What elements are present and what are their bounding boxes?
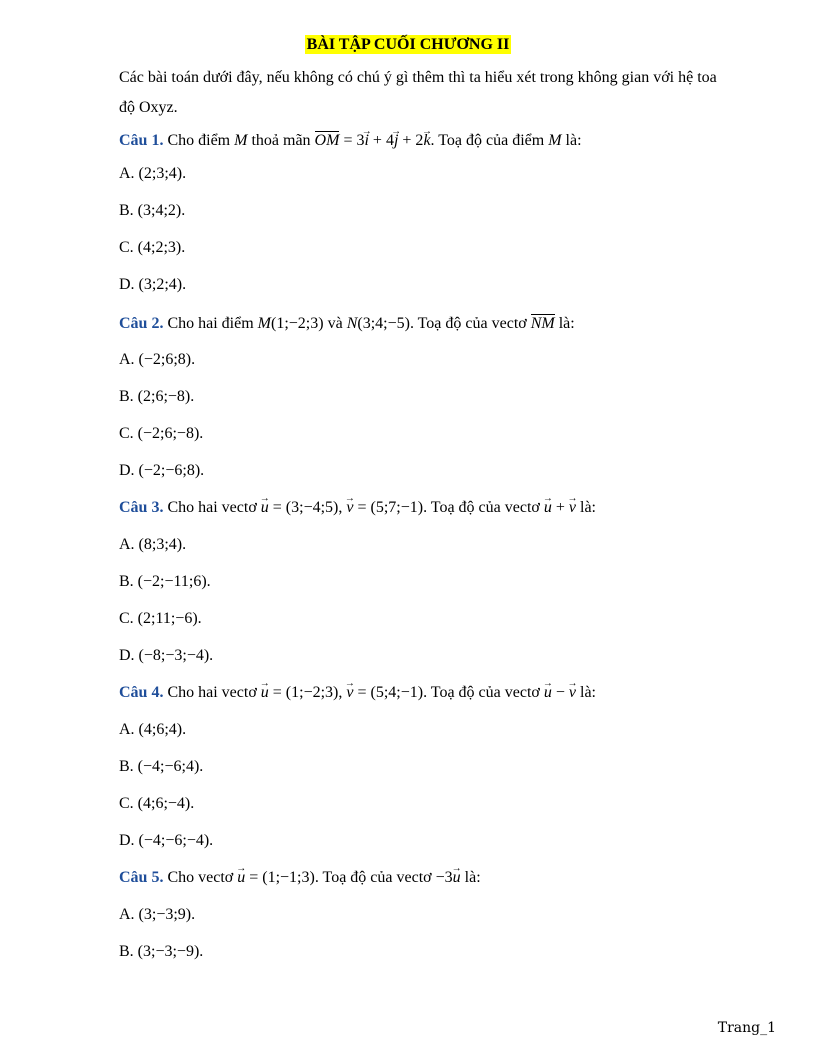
question-5-option-a: A. (3;−3;9). xyxy=(119,906,196,923)
question-5-label: Câu 5. xyxy=(119,869,164,886)
question-3-label: Câu 3. xyxy=(119,499,164,516)
question-3: Câu 3. Cho hai vectơ → u = (3;−4;5), → v = (5;7;−1). Toạ độ của vectơ → u + → v là: xyxy=(119,498,596,518)
question-4-option-a: A. (4;6;4). xyxy=(119,721,187,738)
intro-line-1: Các bài toán dưới đây, nếu không có chú ý gì thêm thì ta hiểu xét trong không gian với hệ toa xyxy=(119,69,717,86)
question-2-option-c: C. (−2;6;−8). xyxy=(119,425,204,442)
question-2-label: Câu 2. xyxy=(119,315,164,332)
question-4: Câu 4. Cho hai vectơ → u = (1;−2;3), → v = (5;4;−1). Toạ độ của vectơ → u − → v là: xyxy=(119,683,596,703)
question-4-option-c: C. (4;6;−4). xyxy=(119,795,195,812)
question-3-option-b: B. (−2;−11;6). xyxy=(119,573,211,590)
question-3-option-a: A. (8;3;4). xyxy=(119,536,187,553)
question-5-option-b: B. (3;−3;−9). xyxy=(119,943,204,960)
question-1-option-c: C. (4;2;3). xyxy=(119,239,186,256)
question-3-option-c: C. (2;11;−6). xyxy=(119,610,202,627)
question-3-option-d: D. (−8;−3;−4). xyxy=(119,647,214,664)
question-4-option-d: D. (−4;−6;−4). xyxy=(119,832,214,849)
page-title: BÀI TẬP CUỐI CHƯƠNG II xyxy=(306,36,510,53)
page-number: Trang_1 xyxy=(717,1020,776,1036)
question-2-option-a: A. (−2;6;8). xyxy=(119,351,196,368)
question-2-option-d: D. (−2;−6;8). xyxy=(119,462,205,479)
intro-line-2: độ Oxyz. xyxy=(119,99,178,116)
question-2: Câu 2. Cho hai điểm M(1;−2;3) và N(3;4;−5). Toạ độ của vectơ NM là: xyxy=(119,315,575,332)
question-4-option-b: B. (−4;−6;4). xyxy=(119,758,204,775)
question-2-option-b: B. (2;6;−8). xyxy=(119,388,195,405)
question-1-label: Câu 1. xyxy=(119,132,164,149)
question-5: Câu 5. Cho vectơ → u = (1;−1;3). Toạ độ của vectơ −3→ u là: xyxy=(119,868,481,888)
question-1-option-a: A. (2;3;4). xyxy=(119,165,187,182)
question-1-option-d: D. (3;2;4). xyxy=(119,276,187,293)
question-1: Câu 1. Cho điểm M thoả mãn OM = 3→ i + 4→ j + 2→ k. Toạ độ của điểm M là: xyxy=(119,131,582,151)
question-1-option-b: B. (3;4;2). xyxy=(119,202,186,219)
question-4-label: Câu 4. xyxy=(119,684,164,701)
